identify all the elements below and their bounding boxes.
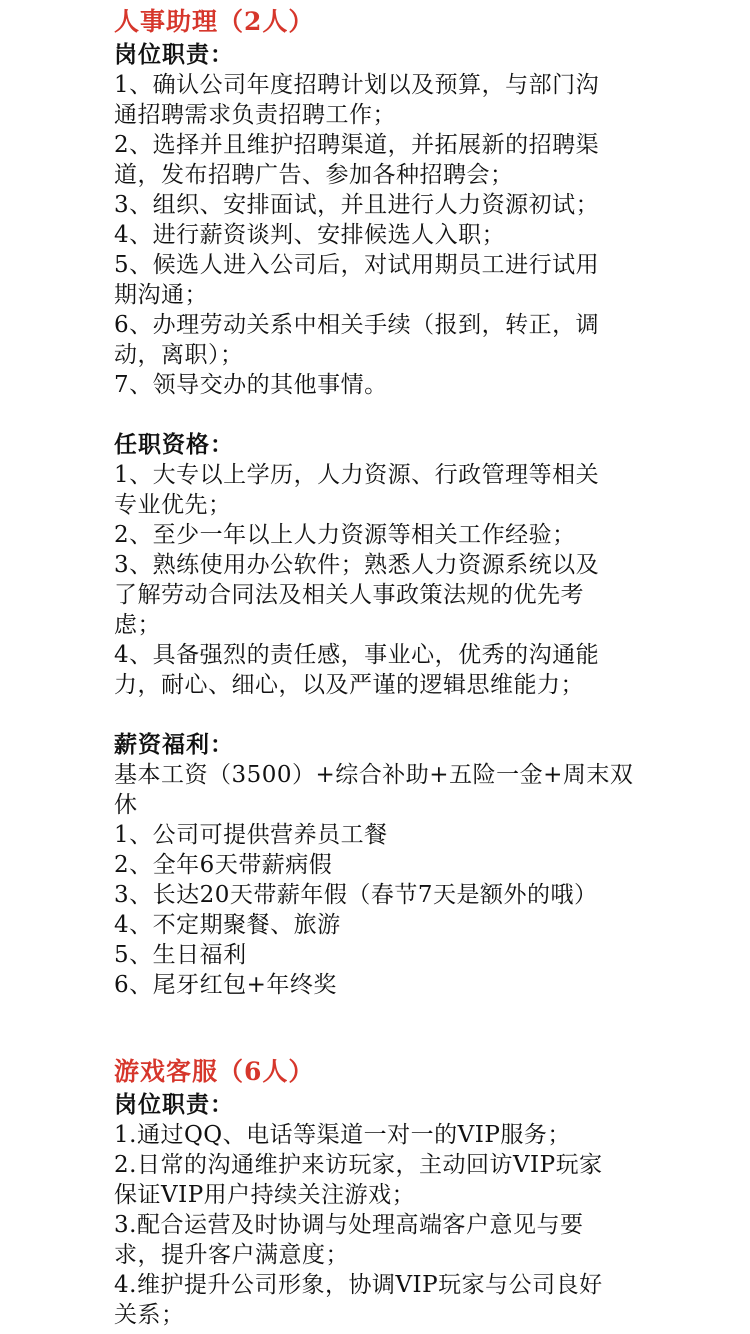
- duty-line: 5、候选人进入公司后，对试用期员工进行试用: [114, 252, 600, 278]
- requirement-line: 2、至少一年以上人力资源等相关工作经验；: [114, 522, 576, 548]
- benefit-line: 休: [114, 792, 138, 818]
- duty-line: 1、确认公司年度招聘计划以及预算，与部门沟: [114, 72, 600, 98]
- requirement-line: 了解劳动合同法及相关人事政策法规的优先考: [114, 582, 584, 608]
- benefits-list: [114, 760, 640, 1000]
- duty-line: 道，发布招聘广告、参加各种招聘会；: [114, 162, 514, 188]
- duties-heading: 岗位职责：: [114, 1091, 234, 1118]
- duties-heading: 岗位职责：: [114, 41, 234, 68]
- benefit-line: 5、生日福利: [114, 942, 247, 968]
- benefit-line: 1、公司可提供营养员工餐: [114, 822, 388, 848]
- section-spacer: [114, 400, 640, 430]
- duty-line: 4、进行薪资谈判、安排候选人入职；: [114, 222, 506, 248]
- job-title: 人事助理（2人）: [114, 7, 315, 36]
- requirement-line: 3、熟练使用办公软件；熟悉人力资源系统以及: [114, 552, 600, 578]
- requirements-list: [114, 460, 640, 700]
- duty-line: 通招聘需求负责招聘工作；: [114, 102, 396, 128]
- duty-line: 3.配合运营及时协调与处理高端客户意见与要: [114, 1212, 584, 1238]
- job-spacer: [114, 1000, 640, 1054]
- requirements-heading: 任职资格：: [114, 431, 234, 458]
- requirement-line: 力，耐心、细心，以及严谨的逻辑思维能力；: [114, 672, 584, 698]
- requirement-line: 虑；: [114, 612, 161, 638]
- duty-line: 动，离职）；: [114, 342, 244, 368]
- benefit-line: 3、长达20天带薪年假（春节7天是额外的哦）: [114, 882, 598, 908]
- requirement-line: 1、大专以上学历，人力资源、行政管理等相关: [114, 462, 600, 488]
- duty-line: 期沟通；: [114, 282, 208, 308]
- benefits-heading: 薪资福利：: [114, 731, 234, 758]
- benefit-line: 2、全年6天带薪病假: [114, 852, 333, 878]
- duty-line: 7、领导交办的其他事情。: [114, 372, 388, 398]
- requirement-line: 4、具备强烈的责任感，事业心，优秀的沟通能: [114, 642, 600, 668]
- benefit-line: 基本工资（3500）+综合补助+五险一金+周末双: [114, 762, 634, 788]
- requirement-line: 专业优先；: [114, 492, 232, 518]
- duty-line: 求，提升客户满意度；: [114, 1242, 349, 1268]
- benefit-line: 4、不定期聚餐、旅游: [114, 912, 341, 938]
- duty-line: 3、组织、安排面试，并且进行人力资源初试；: [114, 192, 600, 218]
- duty-line: 4.维护提升公司形象，协调VIP玩家与公司良好: [114, 1272, 603, 1298]
- job-title: 游戏客服（6人）: [114, 1057, 315, 1086]
- section-spacer: [114, 700, 640, 730]
- benefit-line: 6、尾牙红包+年终奖: [114, 972, 337, 998]
- duties-list: [114, 70, 640, 400]
- duty-line: 保证VIP用户持续关注游戏；: [114, 1182, 416, 1208]
- duty-line: 2.日常的沟通维护来访玩家，主动回访VIP玩家: [114, 1152, 603, 1178]
- duties-list: [114, 1120, 640, 1330]
- duty-line: 2、选择并且维护招聘渠道，并拓展新的招聘渠: [114, 132, 600, 158]
- duty-line: 1.通过QQ、电话等渠道一对一的VIP服务；: [114, 1122, 571, 1148]
- duty-line: 6、办理劳动关系中相关手续（报到，转正，调: [114, 312, 600, 338]
- duty-line: 关系；: [114, 1302, 185, 1328]
